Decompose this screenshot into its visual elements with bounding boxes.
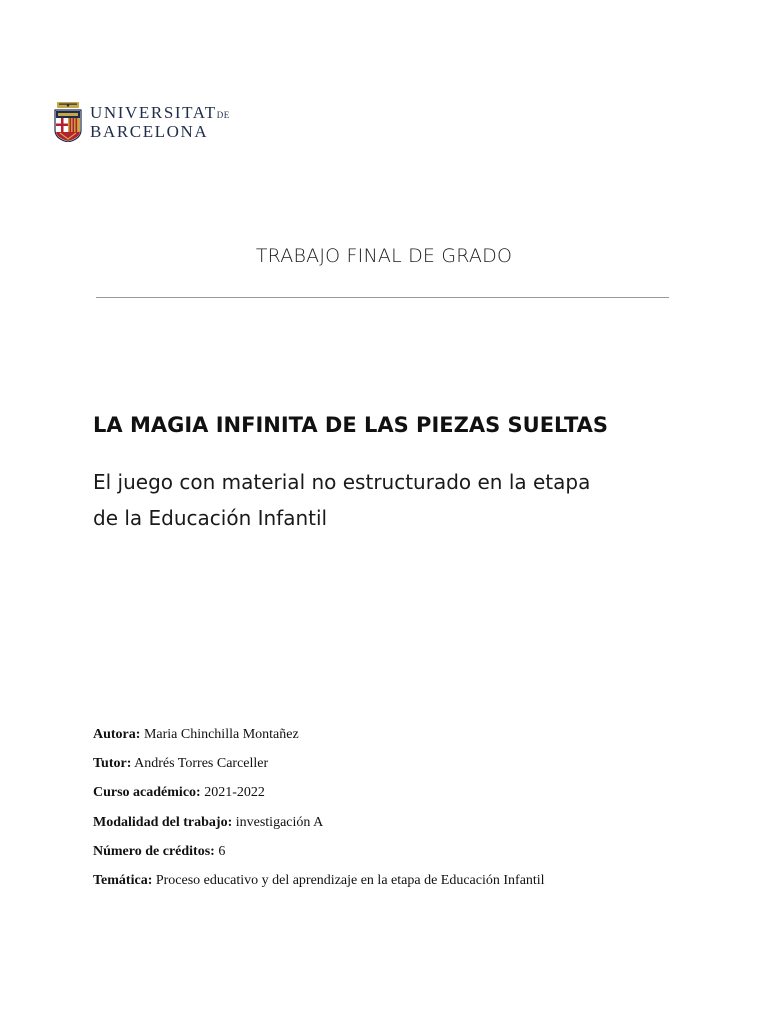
divider-line xyxy=(96,297,669,298)
logo-wordmark xyxy=(90,104,230,140)
subtitle-line-1: El juego con material no estructurado en la etapa xyxy=(93,470,591,494)
logo-word-de: DE xyxy=(216,110,230,120)
info-row-tematica xyxy=(93,871,545,900)
crest-icon xyxy=(54,102,82,142)
logo-line-1 xyxy=(90,104,230,121)
info-value: Maria Chinchilla Montañez xyxy=(143,727,299,742)
document-info xyxy=(93,725,545,900)
document-title: LA MAGIA INFINITA DE LAS PIEZAS SUELTAS xyxy=(93,413,609,437)
info-row-autora xyxy=(93,725,545,754)
document-subtitle xyxy=(93,464,693,536)
document-type: TRABAJO FINAL DE GRADO xyxy=(255,245,513,267)
info-value: Andrés Torres Carceller xyxy=(134,756,269,772)
university-logo xyxy=(54,100,230,144)
info-value: 2021-2022 xyxy=(204,785,265,801)
info-row-tutor xyxy=(93,754,545,783)
logo-line-2: BARCELONA xyxy=(90,122,209,141)
info-row-creditos xyxy=(93,842,545,871)
info-row-curso xyxy=(93,783,545,812)
info-label: Curso académico: xyxy=(93,785,201,801)
info-value: investigación A xyxy=(235,814,324,830)
subtitle-line-2: de la Educación Infantil xyxy=(93,506,328,530)
info-label: Modalidad del trabajo: xyxy=(93,814,233,830)
info-label: Tutor: xyxy=(93,756,132,772)
info-label: Temática: xyxy=(93,872,153,888)
info-value: Proceso educativo y del aprendizaje en la etapa de Educación Infantil xyxy=(155,872,545,888)
logo-word-universitat: UNIVERSITAT xyxy=(90,103,217,122)
info-row-modalidad xyxy=(93,813,545,842)
info-value: 6 xyxy=(218,843,226,859)
info-label: Número de créditos: xyxy=(93,843,215,859)
info-label: Autora: xyxy=(93,727,141,742)
